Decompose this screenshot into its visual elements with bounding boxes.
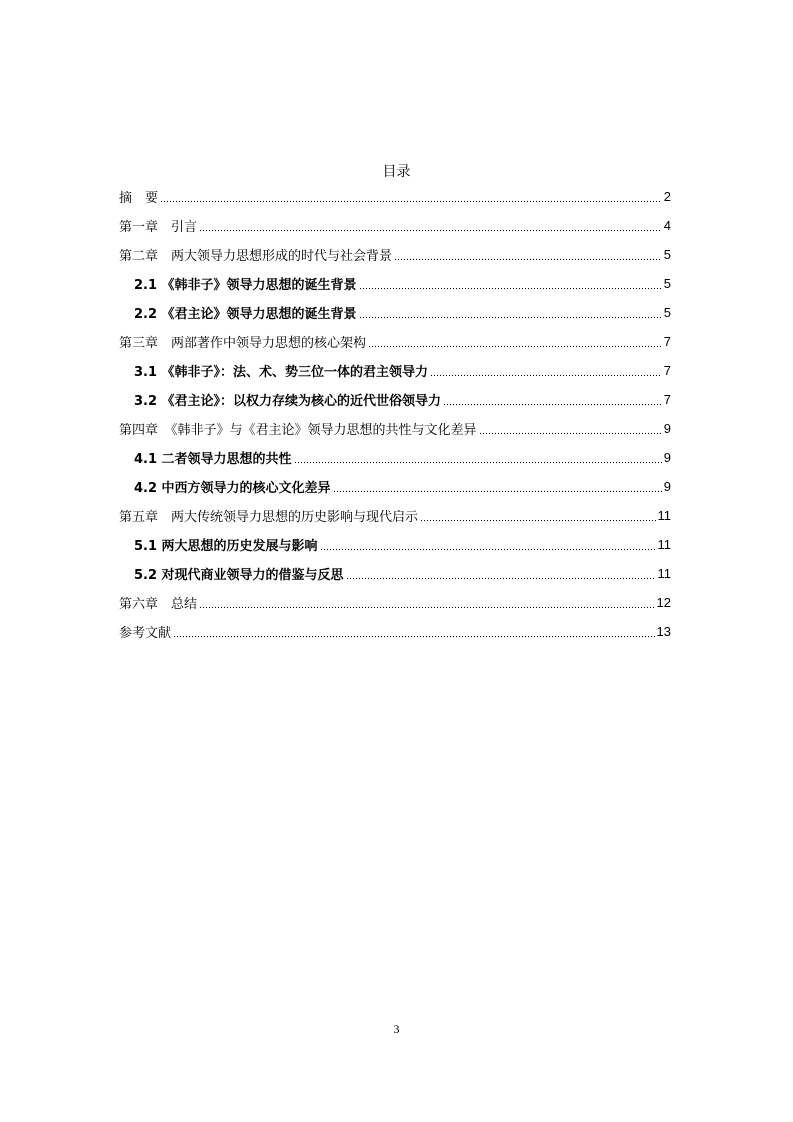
- toc-entry-label: 5.2 对现代商业领导力的借鉴与反思: [134, 568, 344, 583]
- toc-entry-label: 第一章 引言: [119, 220, 198, 235]
- toc-entry-label: 第四章 《韩非子》与《君主论》领导力思想的共性与文化差异: [119, 423, 477, 438]
- page-number: 3: [393, 1022, 400, 1036]
- toc-leader-dots: [199, 607, 655, 608]
- toc-entry-page: 7: [663, 334, 671, 349]
- toc-entry-page: 7: [663, 392, 671, 407]
- toc-entry-page: 13: [656, 624, 671, 639]
- toc-entry-section-5-2[interactable]: [119, 559, 671, 588]
- toc-entry-label: 4.2 中西方领导力的核心文化差异: [134, 481, 331, 496]
- toc-entry-chapter-3[interactable]: [119, 327, 671, 356]
- toc-entry-chapter-5[interactable]: [119, 501, 671, 530]
- toc-entry-chapter-1[interactable]: [119, 211, 671, 240]
- toc-entry-page: 5: [663, 247, 671, 262]
- toc-entry-page: 11: [657, 566, 671, 581]
- toc-entry-label: 参考文献: [119, 626, 172, 641]
- toc-leader-dots: [333, 491, 662, 492]
- toc-entry-label: 摘 要: [119, 191, 159, 206]
- toc-entry-chapter-2[interactable]: [119, 240, 671, 269]
- toc-leader-dots: [420, 520, 655, 521]
- toc-entry-page: 2: [663, 189, 671, 204]
- toc-entry-page: 5: [663, 276, 671, 291]
- toc-entry-chapter-4[interactable]: [119, 414, 671, 443]
- toc-leader-dots: [443, 404, 662, 405]
- toc-entry-page: 11: [657, 508, 671, 523]
- toc-entry-page: 12: [656, 595, 671, 610]
- toc-leader-dots: [199, 230, 662, 231]
- toc-entry-label: 第六章 总结: [119, 597, 198, 612]
- toc-leader-dots: [173, 636, 655, 637]
- toc-leader-dots: [320, 549, 656, 550]
- toc-entry-section-2-1[interactable]: [119, 269, 671, 298]
- toc-leader-dots: [346, 578, 656, 579]
- toc-entry-section-2-2[interactable]: [119, 298, 671, 327]
- toc-entry-label: 第五章 两大传统领导力思想的历史影响与现代启示: [119, 510, 419, 525]
- table-of-contents: [119, 182, 671, 646]
- toc-title: 目录: [382, 164, 411, 180]
- toc-leader-dots: [368, 346, 662, 347]
- toc-entry-section-4-2[interactable]: [119, 472, 671, 501]
- toc-entry-label: 5.1 两大思想的历史发展与影响: [134, 539, 318, 554]
- toc-entry-label: 2.2 《君主论》领导力思想的诞生背景: [134, 307, 357, 322]
- toc-leader-dots: [479, 433, 662, 434]
- toc-entry-label: 2.1 《韩非子》领导力思想的诞生背景: [134, 278, 357, 293]
- toc-leader-dots: [430, 375, 662, 376]
- toc-entry-page: 9: [663, 450, 671, 465]
- toc-entry-abstract[interactable]: [119, 182, 671, 211]
- toc-leader-dots: [359, 288, 662, 289]
- toc-entry-section-3-1[interactable]: [119, 356, 671, 385]
- toc-entry-page: 5: [663, 305, 671, 320]
- toc-entry-references[interactable]: [119, 617, 671, 646]
- toc-leader-dots: [294, 462, 662, 463]
- toc-entry-label: 3.2 《君主论》：以权力存续为核心的近代世俗领导力: [134, 394, 442, 409]
- toc-entry-label: 第三章 两部著作中领导力思想的核心架构: [119, 336, 367, 351]
- toc-entry-page: 9: [663, 479, 671, 494]
- toc-entry-chapter-6[interactable]: [119, 588, 671, 617]
- toc-entry-page: 7: [663, 363, 671, 378]
- toc-leader-dots: [394, 259, 662, 260]
- toc-entry-page: 4: [663, 218, 671, 233]
- toc-entry-page: 9: [663, 421, 671, 436]
- toc-entry-label: 3.1 《韩非子》：法、术、势三位一体的君主领导力: [134, 365, 429, 380]
- toc-leader-dots: [359, 317, 662, 318]
- toc-entry-section-3-2[interactable]: [119, 385, 671, 414]
- toc-entry-section-4-1[interactable]: [119, 443, 671, 472]
- toc-entry-page: 11: [657, 537, 671, 552]
- toc-leader-dots: [160, 201, 662, 202]
- toc-entry-section-5-1[interactable]: [119, 530, 671, 559]
- toc-entry-label: 4.1 二者领导力思想的共性: [134, 452, 292, 467]
- toc-entry-label: 第二章 两大领导力思想形成的时代与社会背景: [119, 249, 393, 264]
